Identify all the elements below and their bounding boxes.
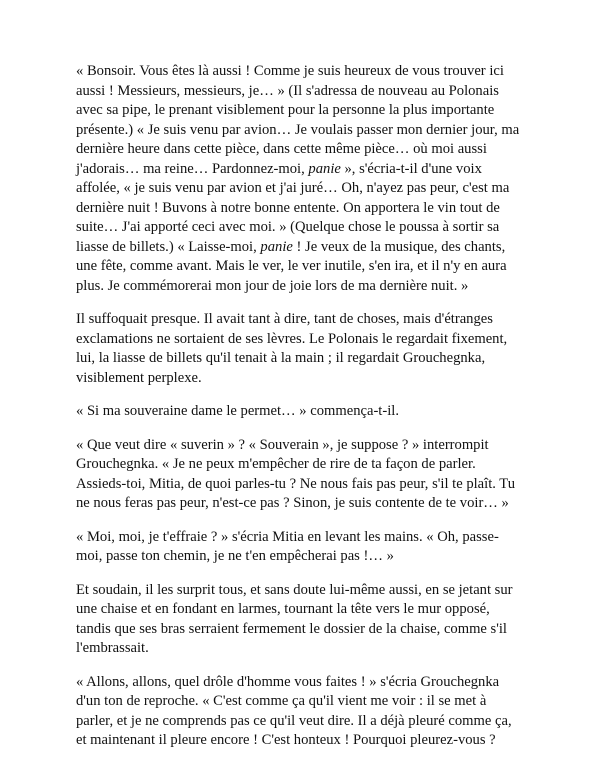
paragraph bbox=[76, 402, 521, 422]
text-segment: « Allons, allons, quel drôle d'homme vous faites ! » s'écria Grouchegnka d'un ton de reproche. « C'est comme ça qu'il vient me voir : il se met à parler, et je ne comprends pas ce qu'il veut dire. Il a déjà pleuré comme ça, et maintenant il pleure encore ! C'est honteux ! Pourquoi pleurez-vous ? bbox=[76, 673, 512, 748]
paragraph bbox=[76, 581, 521, 659]
italic-text: panie bbox=[308, 160, 341, 177]
text-segment: Il suffoquait presque. Il avait tant à dire, tant de choses, mais d'étranges exclamations ne sortaient de ses lèvres. Le Polonais le regardait fixement, lui, la liasse de billets qu'il tenait à la main ; il regardait Grouchegnka, visiblement perplexe. bbox=[76, 311, 508, 386]
text-segment: Et soudain, il les surprit tous, et sans doute lui-même aussi, en se jetant sur une chaise et en fondant en larmes, tournant la tête vers le mur opposé, tandis que ses bras serraient fermement le dossier de la chaise, comme s'il l'embrassait. bbox=[76, 581, 513, 656]
text-segment: ! Je veux de la musique, des chants, une fête, comme avant. Mais le ver, le ver inutile, s'en ira, et il n'y en aura plus. Je commémorerai mon jour de joie lors de ma dernière nuit. » bbox=[76, 238, 507, 294]
paragraph bbox=[76, 436, 521, 514]
text-segment: « Que veut dire « suverin » ? « Souverain », je suppose ? » interrompit Grouchegnka. « Je ne peux m'empêcher de rire de ta façon de parler. Assieds-toi, Mitia, de quoi parles-tu ? Ne nous fais pas peur, s'il te plaît. Tu ne nous feras pas peur, n'est-ce pas ? Sinon, je suis contente de te voir… » bbox=[76, 436, 515, 511]
text-segment: « Si ma souveraine dame le permet… » commença-t-il. bbox=[76, 403, 399, 419]
text-segment: « Bonsoir. Vous êtes là aussi ! Comme je suis heureux de vous trouver ici aussi ! Messieurs, messieurs, je… » (Il s'adressa de nouveau au Polonais avec sa pipe, le prenant visiblement pour la personne la plus importante présente.) « Je suis venu par avion… Je voulais passer mon dernier jour, ma dernière heure dans cette pièce, dans cette même pièce… où moi aussi j'adorais… ma reine… Pardonnez-moi, bbox=[76, 63, 520, 177]
paragraph bbox=[76, 528, 521, 567]
italic-text: panie bbox=[260, 238, 293, 255]
paragraph bbox=[76, 673, 521, 751]
document-page bbox=[76, 62, 521, 751]
paragraph bbox=[76, 310, 521, 388]
paragraph bbox=[76, 62, 521, 296]
text-segment: « Moi, moi, je t'effraie ? » s'écria Mitia en levant les mains. « Oh, passe-moi, passe ton chemin, je ne t'en empêcherai pas !… » bbox=[76, 528, 499, 564]
text-segment: », s'écria-t-il d'une voix affolée, « je suis venu par avion et j'ai juré… Oh, n'ayez pas peur, c'est ma dernière nuit ! Buvons à notre bonne entente. On apportera le vin tout de suite… J'ai apporté ceci avec moi. » (Quelque chose le poussa à sortir sa liasse de billets.) « Laisse-moi, bbox=[76, 160, 510, 255]
